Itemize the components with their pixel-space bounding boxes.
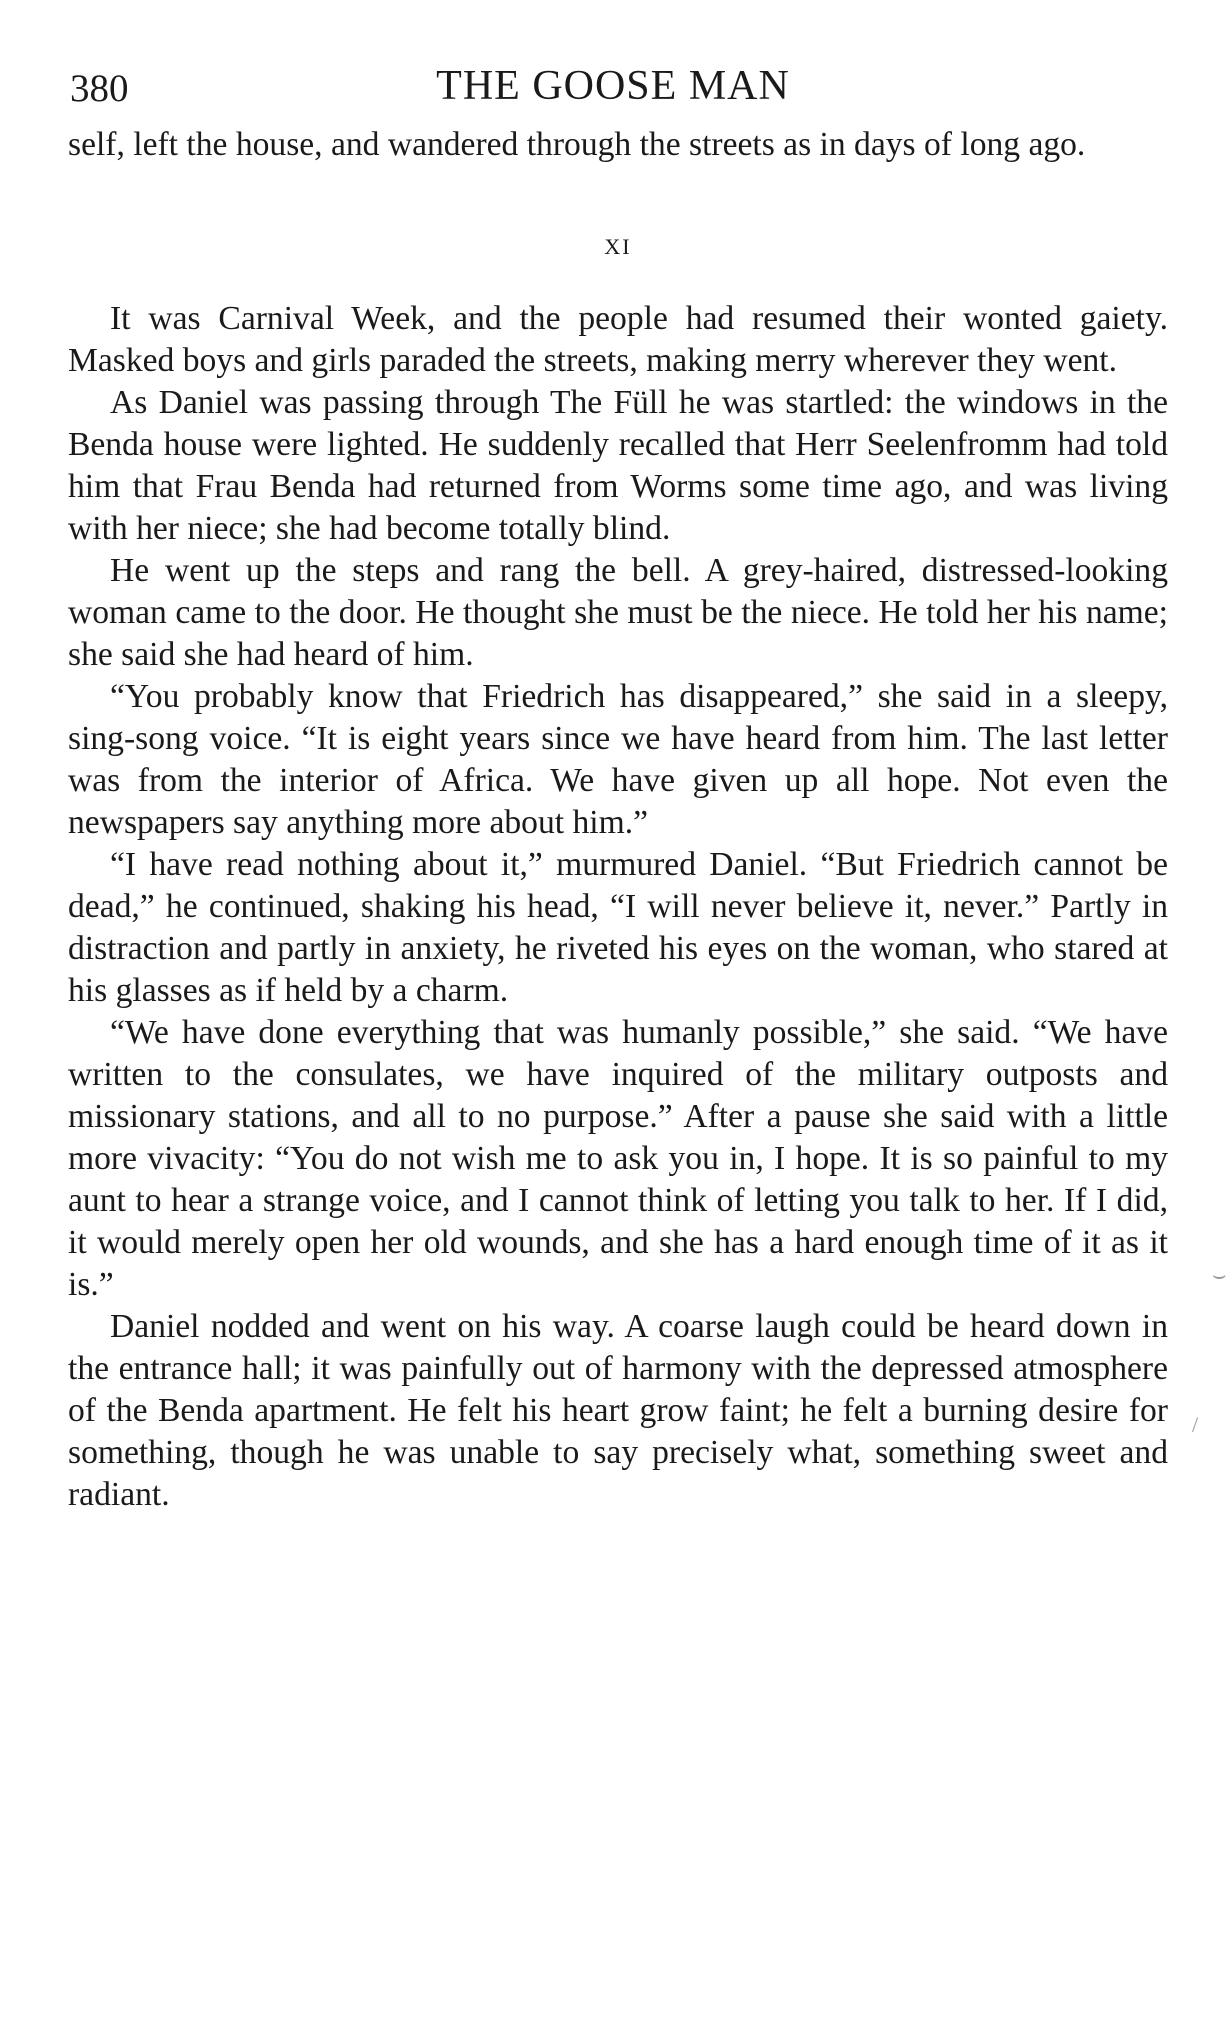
running-title: THE GOOSE MAN [436,63,790,109]
paragraph: It was Carnival Week, and the people had resumed their wonted gaiety. Masked boys and girls paraded the streets, making merry wherever they went. [68,300,1168,379]
paragraph: As Daniel was passing through The Füll he was startled: the windows in the Benda house were lighted. He suddenly recalled that Herr Seelenfromm had told him that Frau Benda had returned from Worms some time ago, and was living with her niece; she had become totally blind. [68,384,1168,547]
scan-mark: ⌣ [1212,1262,1227,1287]
section-number: XI [604,234,632,259]
page-number: 380 [70,67,129,110]
scan-mark: / [1192,1412,1199,1437]
paragraph: Daniel nodded and went on his way. A coarse laugh could be heard down in the entrance hall; it was painfully out of harmony with the depressed atmosphere of the Benda apartment. He felt his heart grow faint; he felt a burning desire for something, though he was unable to say precisely what, something sweet and radiant. [68,1308,1168,1513]
book-page [68,60,1168,1516]
paragraph: He went up the steps and rang the bell. A grey-haired, distressed-looking woman came to the door. He thought she must be the niece. He told her his name; she said she had heard of him. [68,552,1168,673]
paragraph: “We have done everything that was humanly possible,” she said. “We have written to the consulates, we have inquired of the military outposts and missionary stations, and all to no purpose.” After a pause she said with a little more vivacity: “You do not wish me to ask you in, I hope. It is so painful to my aunt to hear a strange voice, and I cannot think of letting you talk to her. If I did, it would merely open her old wounds, and she has a hard enough time of it as it is.” [68,1014,1168,1303]
running-head [68,60,1168,124]
paragraph: “I have read nothing about it,” murmured Daniel. “But Friedrich cannot be dead,” he continued, shaking his head, “I will never believe it, never.” Partly in distraction and partly in anxiety, he riveted his eyes on the woman, who stared at his glasses as if held by a charm. [68,846,1168,1009]
body-text [68,124,1168,1516]
paragraph: “You probably know that Friedrich has disappeared,” she said in a sleepy, sing-song voice. “It is eight years since we have heard from him. The last letter was from the interior of Africa. We have given up all hope. Not even the newspapers say anything more about him.” [68,678,1168,841]
paragraph-continued: self, left the house, and wandered through the streets as in days of long ago. [68,126,1086,163]
